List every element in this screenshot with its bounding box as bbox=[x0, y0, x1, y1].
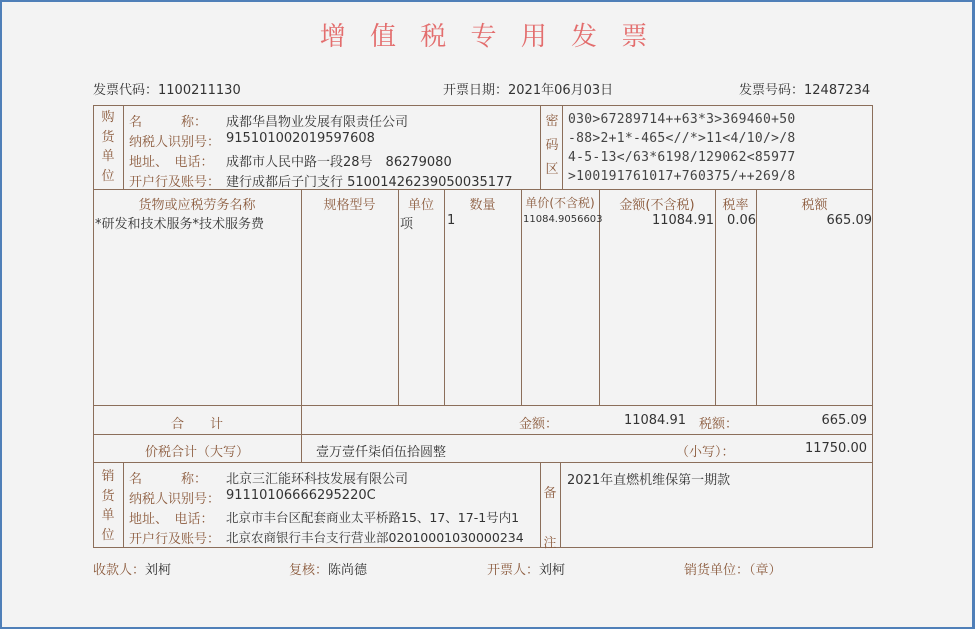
reviewer-value: 陈尚德 bbox=[328, 563, 368, 578]
col-header-amount: 金额(不含税) bbox=[619, 198, 695, 213]
item-price: 11084.9056603 bbox=[523, 214, 603, 225]
invoice-code bbox=[93, 79, 241, 98]
col-header-name: 货物或应税劳务名称 bbox=[138, 198, 256, 213]
cipher-line: 030>67289714++63*3>369460+50 bbox=[568, 112, 796, 127]
col-header-tax: 税额 bbox=[801, 198, 828, 213]
invoice-code-label: 发票代码： bbox=[93, 83, 159, 98]
buyer-name-value: 成都华昌物业发展有限责任公司 bbox=[226, 115, 409, 130]
footer-reviewer bbox=[289, 559, 367, 578]
totals-tax-label: 税额： bbox=[699, 417, 739, 432]
col-header-spec: 规格型号 bbox=[323, 198, 376, 213]
invoice-number bbox=[739, 79, 870, 98]
totals-divider bbox=[301, 405, 302, 462]
buyer-addr-value: 成都市人民中路一段28号 86279080 bbox=[226, 155, 452, 170]
totals-amount-label: 金额： bbox=[519, 417, 559, 432]
divider-grand bbox=[93, 462, 873, 463]
totals-amount-value: 11084.91 bbox=[623, 413, 686, 428]
issuer-value: 刘柯 bbox=[539, 563, 566, 578]
cipher-side-label bbox=[537, 110, 567, 182]
cipher-line: 4-5-13</63*6198/129062<85977 bbox=[568, 150, 796, 165]
seller-side-char: 销 bbox=[101, 469, 115, 484]
footer-issuer bbox=[487, 559, 565, 578]
buyer-name-label: 名 称： bbox=[129, 115, 208, 130]
seller-bank-value: 北京农商银行丰台支行营业部02010001030000234 bbox=[226, 530, 524, 545]
buyer-side-divider bbox=[123, 105, 124, 189]
cipher-line: -88>2+1*-465<//*>11<4/10/>/8 bbox=[568, 131, 796, 146]
buyer-taxid-label: 纳税人识别号： bbox=[129, 135, 221, 150]
remarks-side-char: 备 bbox=[543, 486, 557, 501]
item-rate: 0.06 bbox=[727, 213, 756, 228]
grand-total-value: 11750.00 bbox=[804, 441, 867, 456]
col-header-price: 单价(不含税) bbox=[525, 196, 595, 210]
buyer-side-char: 位 bbox=[101, 168, 115, 184]
cipher-line: >100191761017+760375/++269/8 bbox=[568, 169, 796, 184]
invoice-code-value: 1100211130 bbox=[158, 83, 241, 98]
payee-value: 刘柯 bbox=[145, 563, 172, 578]
remarks-side-char: 注 bbox=[543, 536, 557, 551]
seller-name-value: 北京三汇能环科技发展有限公司 bbox=[226, 472, 409, 487]
seller-side-divider bbox=[123, 462, 124, 548]
reviewer-label: 复核： bbox=[289, 563, 329, 578]
grand-total-upper: 壹万壹仟柒佰伍拾圆整 bbox=[316, 445, 447, 460]
remarks-text: 2021年直燃机维保第一期款 bbox=[567, 473, 731, 488]
invoice-number-value: 12487234 bbox=[804, 83, 871, 98]
buyer-side-label bbox=[93, 108, 123, 186]
buyer-bank-label: 开户行及账号： bbox=[129, 175, 221, 190]
item-name: *研发和技术服务*技术服务费 bbox=[95, 217, 265, 232]
col-divider-unit bbox=[398, 189, 399, 405]
totals-label: 合 计 bbox=[170, 417, 223, 432]
seller-name-label: 名 称： bbox=[129, 472, 208, 487]
buyer-side-char: 货 bbox=[101, 129, 115, 145]
cipher-side-char: 区 bbox=[545, 162, 559, 177]
col-header-unit: 单位 bbox=[407, 198, 434, 213]
buyer-taxid-value: 915101002019597608 bbox=[226, 131, 375, 146]
item-qty: 1 bbox=[447, 213, 456, 228]
grand-total-small-label: （小写）： bbox=[676, 445, 735, 460]
col-header-qty: 数量 bbox=[469, 198, 496, 213]
seller-taxid-label: 纳税人识别号： bbox=[129, 492, 221, 507]
divider-totals bbox=[93, 434, 873, 435]
seller-bank-label: 开户行及账号： bbox=[129, 532, 221, 547]
remarks-side-label bbox=[535, 469, 565, 569]
cipher-side-char: 密 bbox=[545, 114, 559, 129]
col-header-rate: 税率 bbox=[722, 198, 749, 213]
seller-addr-value: 北京市丰台区配套商业太平桥路15、17、17-1号内1 bbox=[226, 510, 520, 525]
seller-side-label bbox=[93, 467, 123, 545]
invoice-date-label: 开票日期： bbox=[443, 83, 509, 98]
seller-side-char: 单 bbox=[101, 508, 115, 523]
buyer-addr-label: 地址、 电话： bbox=[129, 155, 214, 170]
seller-addr-label: 地址、 电话： bbox=[129, 512, 214, 527]
invoice-number-label: 发票号码： bbox=[739, 83, 805, 98]
divider-items bbox=[93, 405, 873, 406]
col-divider-qty bbox=[444, 189, 445, 405]
grand-total-label: 价税合计（大写） bbox=[144, 445, 249, 460]
footer-payee bbox=[93, 559, 171, 578]
item-unit: 项 bbox=[400, 217, 414, 232]
seller-side-char: 位 bbox=[101, 527, 115, 543]
seller-taxid-value: 91110106666295220C bbox=[226, 488, 376, 503]
invoice-date-value: 2021年06月03日 bbox=[508, 83, 614, 98]
footer-seller-seal: 销货单位：（章） bbox=[684, 563, 782, 578]
buyer-side-char: 购 bbox=[101, 110, 115, 125]
col-divider-price bbox=[521, 189, 522, 405]
col-divider-spec bbox=[301, 189, 302, 405]
totals-tax-value: 665.09 bbox=[821, 413, 867, 428]
cipher-side-char: 码 bbox=[545, 138, 559, 153]
window-frame-top bbox=[0, 0, 975, 2]
payee-label: 收款人： bbox=[93, 563, 146, 578]
invoice-title: 增 值 税 专 用 发 票 bbox=[319, 22, 656, 52]
invoice-date bbox=[443, 79, 613, 98]
issuer-label: 开票人： bbox=[487, 563, 540, 578]
buyer-bank-value: 建行成都后子门支行 51001426239050035177 bbox=[226, 175, 513, 190]
item-amount: 11084.91 bbox=[651, 213, 714, 228]
seller-side-char: 货 bbox=[101, 488, 115, 504]
buyer-side-char: 单 bbox=[101, 149, 115, 164]
item-tax: 665.09 bbox=[826, 213, 872, 228]
window-frame-left bbox=[0, 0, 2, 629]
